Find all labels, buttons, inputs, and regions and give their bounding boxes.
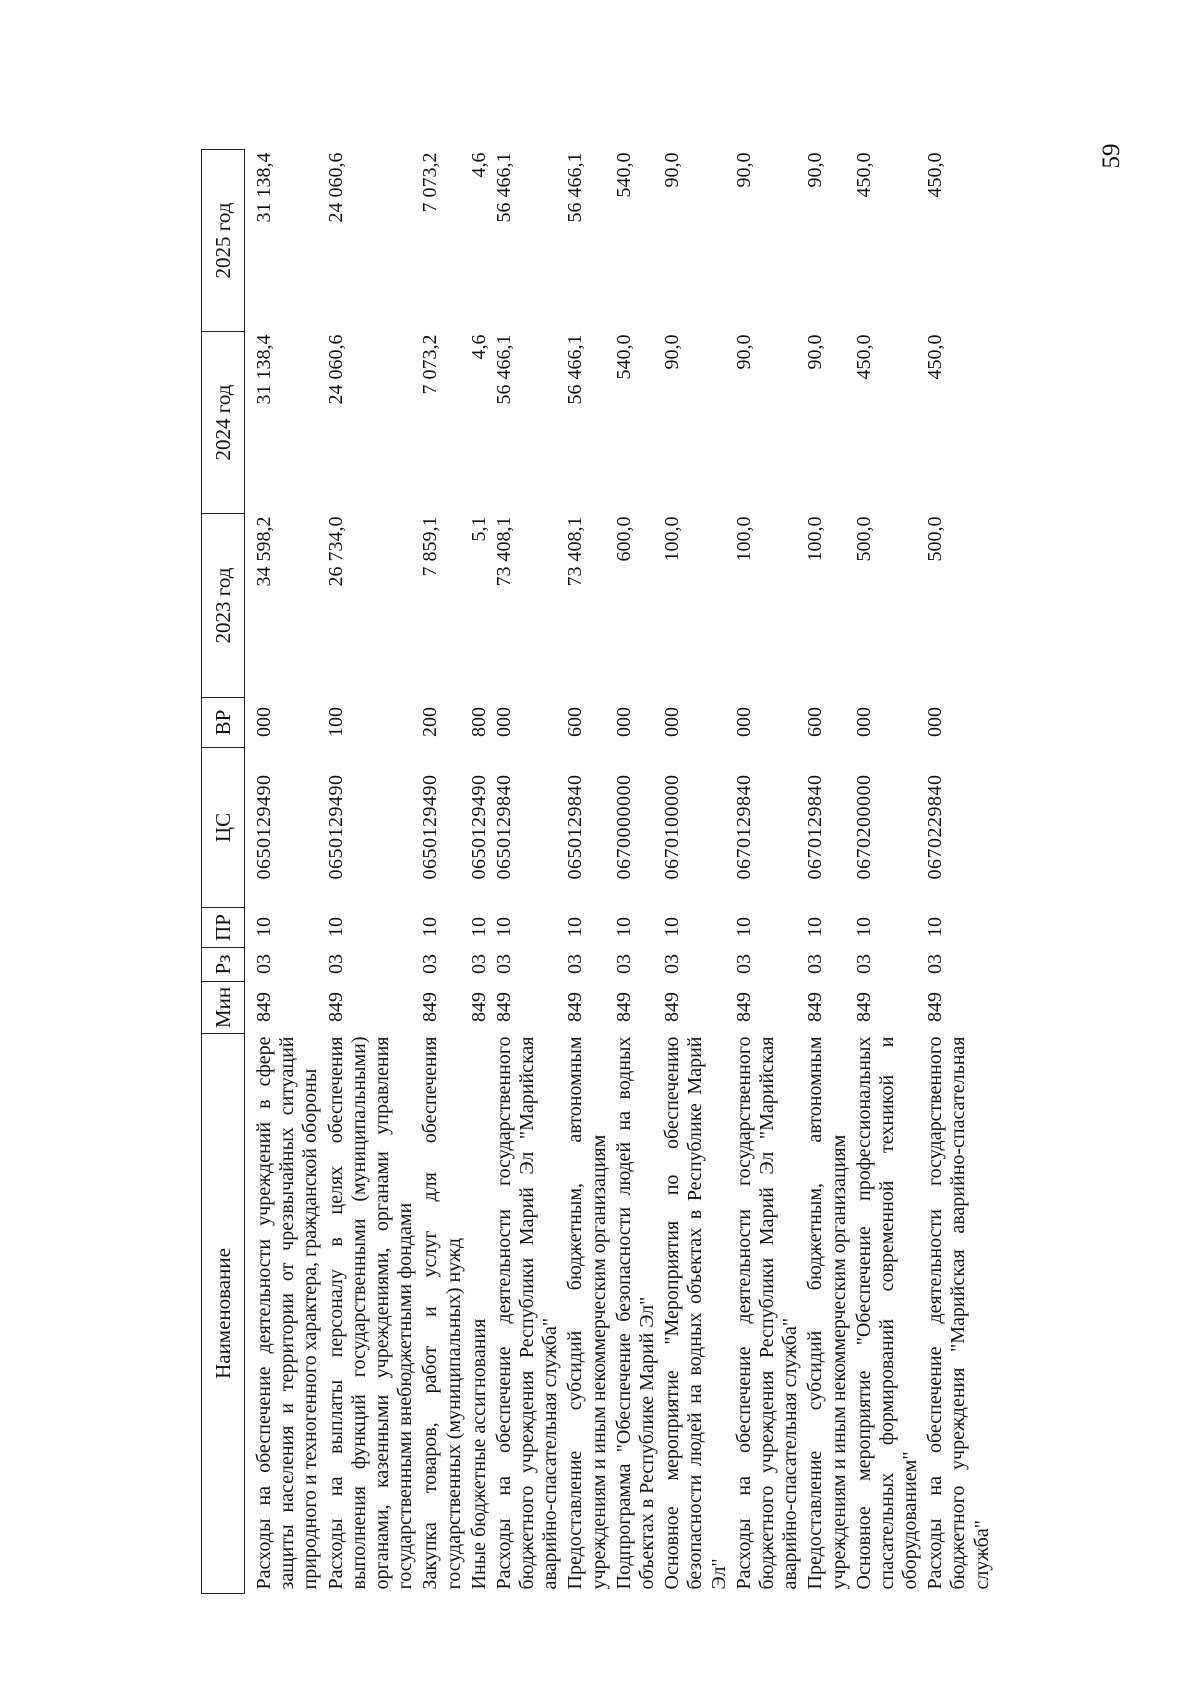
row-cs: 0670129840	[804, 774, 827, 880]
row-vr: 000	[492, 707, 515, 737]
row-pr: 10	[612, 917, 635, 937]
row-2024: 90,0	[804, 334, 827, 370]
row-2023: 34 598,2	[253, 516, 275, 587]
row-name: Предоставление субсидий бюджетным, автономным учреждениям и иным некоммерческим организациям	[564, 1036, 610, 1590]
row-2023: 100,0	[661, 516, 684, 562]
row-rz: 03	[924, 954, 947, 974]
row-pr: 10	[564, 917, 587, 937]
header-2024: 2024 год	[202, 332, 245, 514]
row-rz: 03	[324, 954, 347, 974]
row-2025: 4,6	[467, 152, 490, 178]
table-row	[923, 150, 995, 1594]
row-min: 849	[612, 992, 635, 1022]
row-cs: 0670200000	[852, 774, 875, 880]
row-cs: 0670000000	[612, 774, 635, 880]
budget-table	[201, 149, 995, 1594]
row-name: Расходы на обеспечение деятельности государственного бюджетного учреждения Республики Марий Эл "Марийская аварийно-спасательная служба"	[732, 1036, 802, 1590]
row-2023: 100,0	[804, 516, 827, 562]
table-row	[467, 150, 492, 1594]
row-2025: 540,0	[612, 152, 635, 198]
row-min: 849	[253, 992, 275, 1022]
table-row	[324, 150, 419, 1594]
row-2025: 450,0	[924, 152, 947, 198]
row-2024: 450,0	[924, 334, 947, 380]
row-2024: 90,0	[732, 334, 755, 370]
row-cs: 0670229840	[924, 774, 947, 880]
row-vr: 000	[852, 707, 875, 737]
row-rz: 03	[492, 954, 515, 974]
row-pr: 10	[253, 917, 275, 937]
header-name: Наименование	[202, 1034, 245, 1594]
row-vr: 000	[732, 707, 755, 737]
row-name: Подпрограмма "Обеспечение безопасности людей на водных объектах в Республике Марий Эл"	[612, 1036, 658, 1590]
row-cs: 0670100000	[661, 774, 684, 880]
row-pr: 10	[492, 917, 515, 937]
row-rz: 03	[564, 954, 587, 974]
row-vr: 000	[253, 707, 275, 737]
row-pr: 10	[661, 917, 684, 937]
table-row	[418, 150, 466, 1594]
table-row	[660, 150, 732, 1594]
row-cs: 0650129490	[419, 774, 442, 880]
row-2024: 4,6	[467, 334, 490, 360]
row-pr: 10	[419, 917, 442, 937]
row-name: Закупка товаров, работ и услуг для обеспечения государственных (муниципальных) нужд	[419, 1036, 465, 1590]
row-rz: 03	[804, 954, 827, 974]
row-name: Расходы на обеспечение деятельности государственного бюджетного учреждения "Марийская аварийно-спасательная служба"	[924, 1036, 993, 1590]
row-cs: 0650129490	[467, 774, 490, 880]
row-cs: 0650129490	[324, 774, 347, 880]
row-pr: 10	[852, 917, 875, 937]
rotated-page-content	[201, 150, 997, 1594]
row-min: 849	[852, 992, 875, 1022]
row-2024: 7 073,2	[419, 334, 442, 395]
row-pr: 10	[467, 917, 490, 937]
row-2023: 600,0	[612, 516, 635, 562]
row-pr: 10	[804, 917, 827, 937]
row-2023: 73 408,1	[564, 516, 587, 587]
row-2024: 540,0	[612, 334, 635, 380]
row-vr: 200	[419, 707, 442, 737]
header-2025: 2025 год	[202, 150, 245, 332]
row-pr: 10	[732, 917, 755, 937]
row-cs: 0650129490	[253, 774, 275, 880]
row-rz: 03	[419, 954, 442, 974]
row-2025: 90,0	[661, 152, 684, 188]
row-2023: 26 734,0	[324, 516, 347, 587]
row-2024: 90,0	[661, 334, 684, 370]
row-2024: 450,0	[852, 334, 875, 380]
row-rz: 03	[661, 954, 684, 974]
row-2025: 90,0	[732, 152, 755, 188]
row-cs: 0670129840	[732, 774, 755, 880]
table-body	[245, 150, 995, 1594]
row-2023: 100,0	[732, 516, 755, 562]
table-row	[803, 150, 851, 1594]
row-2025: 90,0	[804, 152, 827, 188]
row-min: 849	[564, 992, 587, 1022]
row-pr: 10	[924, 917, 947, 937]
row-name: Предоставление субсидий бюджетным, автономным учреждениям и иным некоммерческим организациям	[804, 1036, 850, 1590]
row-min: 849	[324, 992, 347, 1022]
row-min: 849	[467, 992, 490, 1022]
row-name: Иные бюджетные ассигнования	[467, 1318, 490, 1590]
row-2024: 56 466,1	[564, 334, 587, 405]
row-vr: 000	[661, 707, 684, 737]
table-row	[492, 150, 564, 1594]
page-number: 59	[1098, 143, 1125, 169]
table-header	[202, 150, 245, 1594]
row-name: Основное мероприятие "Обеспечение профессиональных спасательных формирований современной техникой и оборудованием"	[852, 1036, 922, 1590]
row-min: 849	[661, 992, 684, 1022]
row-2023: 7 859,1	[419, 516, 442, 577]
table-row	[732, 150, 804, 1594]
row-cs: 0650129840	[564, 774, 587, 880]
row-vr: 000	[924, 707, 947, 737]
header-min: Мин	[202, 982, 245, 1034]
row-min: 849	[419, 992, 442, 1022]
table-row	[612, 150, 660, 1594]
row-2023: 500,0	[852, 516, 875, 562]
row-min: 849	[732, 992, 755, 1022]
row-2025: 31 138,4	[253, 152, 275, 223]
header-2023: 2023 год	[202, 514, 245, 698]
row-rz: 03	[732, 954, 755, 974]
row-rz: 03	[467, 954, 490, 974]
row-2025: 7 073,2	[419, 152, 442, 213]
row-name: Основное мероприятие "Мероприятия по обеспечению безопасности людей на водных объектах в Республике Марий Эл"	[661, 1036, 730, 1590]
row-min: 849	[492, 992, 515, 1022]
row-rz: 03	[612, 954, 635, 974]
row-2025: 24 060,6	[324, 152, 347, 223]
row-2025: 56 466,1	[492, 152, 515, 223]
row-rz: 03	[253, 954, 275, 974]
row-cs: 0650129840	[492, 774, 515, 880]
row-min: 849	[924, 992, 947, 1022]
row-2024: 56 466,1	[492, 334, 515, 405]
row-2023: 500,0	[924, 516, 947, 562]
table-row	[852, 150, 924, 1594]
row-2024: 31 138,4	[253, 334, 275, 405]
table-row	[563, 150, 611, 1594]
header-pr: ПР	[202, 908, 245, 948]
row-name: Расходы на выплаты персоналу в целях обеспечения выполнения функций государственными (муниципальными) органами, казенными учреждениями, органами управления государственными внебюджетными фондами	[324, 1036, 417, 1590]
row-2023: 5,1	[467, 516, 490, 542]
row-pr: 10	[324, 917, 347, 937]
row-vr: 000	[612, 707, 635, 737]
header-rz: Рз	[202, 948, 245, 982]
row-name: Расходы на обеспечение деятельности государственного бюджетного учреждения Республики Марий Эл "Марийская аварийно-спасательная служба"	[492, 1036, 562, 1590]
row-2025: 56 466,1	[564, 152, 587, 223]
header-vr: ВР	[202, 698, 245, 748]
row-rz: 03	[852, 954, 875, 974]
row-vr: 800	[467, 707, 490, 737]
header-cs: ЦС	[202, 748, 245, 908]
row-2024: 24 060,6	[324, 334, 347, 405]
row-vr: 600	[564, 707, 587, 737]
row-2025: 450,0	[852, 152, 875, 198]
row-min: 849	[804, 992, 827, 1022]
row-vr: 600	[804, 707, 827, 737]
row-name: Расходы на обеспечение деятельности учреждений в сфере защиты населения и территории от чрезвычайных ситуаций природного и техногенного характера, гражданской обороны	[253, 1036, 322, 1590]
table-row	[245, 150, 324, 1594]
row-vr: 100	[324, 707, 347, 737]
row-2023: 73 408,1	[492, 516, 515, 587]
